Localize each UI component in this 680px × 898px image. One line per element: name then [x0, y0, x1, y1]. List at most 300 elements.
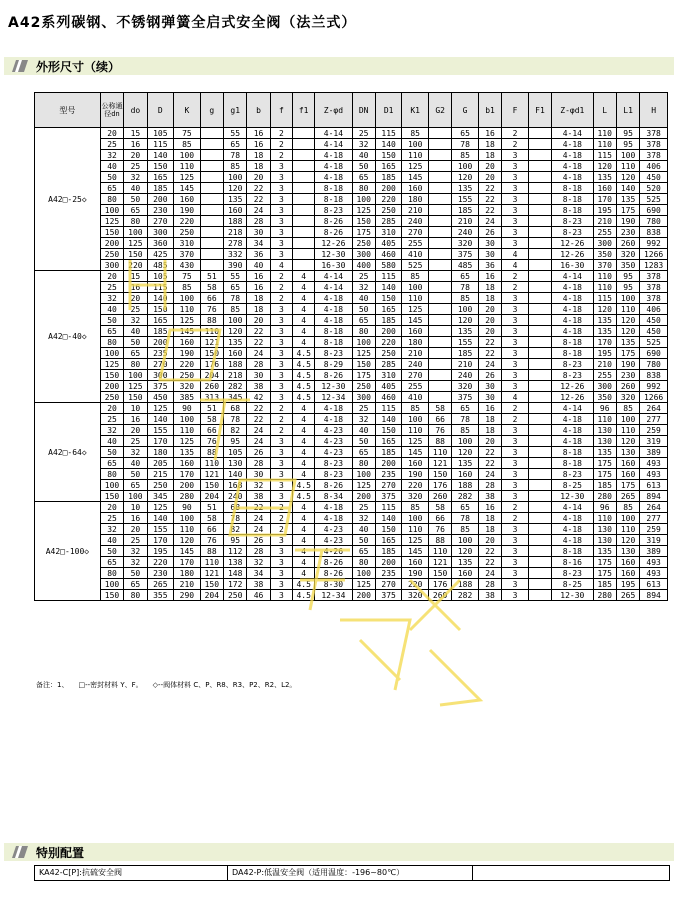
table-cell: 180	[402, 337, 429, 348]
table-cell: 520	[640, 183, 668, 194]
section-title: 特别配置	[36, 846, 85, 860]
table-cell: 320	[452, 238, 479, 249]
table-cell: 16	[247, 128, 270, 139]
table-cell: 493	[640, 557, 668, 568]
table-cell: 170	[174, 557, 201, 568]
table-cell	[428, 238, 451, 249]
table-cell: 255	[593, 227, 616, 238]
table-cell: 105	[147, 271, 174, 282]
table-row	[35, 392, 668, 403]
table-cell: 34	[247, 568, 270, 579]
table-cell: 3	[502, 194, 529, 205]
table-row	[35, 425, 668, 436]
table-cell: 100	[616, 414, 639, 425]
table-cell: 2	[502, 271, 529, 282]
table-cell: 24	[478, 568, 501, 579]
table-cell: 460	[375, 249, 402, 260]
table-cell: 3	[502, 293, 529, 304]
table-cell: 185	[375, 172, 402, 183]
table-cell: 3	[502, 238, 529, 249]
table-cell: 20	[478, 326, 501, 337]
table-cell: 2	[270, 293, 292, 304]
table-cell	[528, 183, 551, 194]
table-cell: 80	[100, 469, 123, 480]
table-cell: 90	[174, 502, 201, 513]
table-cell: 4-18	[552, 524, 593, 535]
table-cell: 16	[247, 271, 270, 282]
table-cell: 58	[200, 414, 223, 425]
table-cell: 175	[593, 469, 616, 480]
table-cell: 65	[352, 172, 375, 183]
table-cell: 95	[224, 535, 247, 546]
table-cell	[428, 205, 451, 216]
table-cell: 32	[100, 293, 123, 304]
table-cell: 175	[593, 568, 616, 579]
table-cell: 18	[478, 139, 501, 150]
table-cell: 3	[502, 491, 529, 502]
table-cell: 95	[224, 436, 247, 447]
table-cell: 150	[147, 304, 174, 315]
table-cell: 385	[174, 392, 201, 403]
table-cell: 3	[270, 161, 292, 172]
table-cell: 32	[124, 447, 147, 458]
table-cell: 78	[224, 414, 247, 425]
table-cell: 485	[147, 260, 174, 271]
table-cell: 345	[147, 491, 174, 502]
table-cell	[528, 348, 551, 359]
table-cell: 145	[402, 315, 429, 326]
table-cell: 42	[247, 392, 270, 403]
table-cell: 4	[293, 403, 315, 414]
table-cell: 8-18	[552, 458, 593, 469]
table-cell: 115	[593, 293, 616, 304]
table-cell: 4	[293, 282, 315, 293]
table-cell: 285	[375, 216, 402, 227]
table-cell: 282	[452, 590, 479, 601]
table-cell: 50	[100, 546, 123, 557]
table-cell: 16	[247, 139, 270, 150]
table-cell: 4.5	[293, 480, 315, 491]
table-cell: 120	[616, 172, 639, 183]
table-cell: 105	[147, 128, 174, 139]
table-row	[35, 150, 668, 161]
table-cell: 3	[502, 183, 529, 194]
table-cell: 65	[100, 326, 123, 337]
table-row	[35, 271, 668, 282]
table-cell: 160	[402, 326, 429, 337]
table-cell: 992	[640, 381, 668, 392]
table-cell: 40	[100, 436, 123, 447]
table-cell: 120	[593, 161, 616, 172]
table-cell: 270	[147, 359, 174, 370]
table-cell: 135	[452, 183, 479, 194]
table-cell: 220	[124, 260, 147, 271]
table-cell: 4	[293, 524, 315, 535]
table-cell: 32	[352, 513, 375, 524]
table-cell: 160	[616, 458, 639, 469]
table-cell: 4-18	[315, 161, 352, 172]
table-cell: 8-26	[315, 370, 352, 381]
table-cell: 3	[502, 447, 529, 458]
table-cell: 3	[502, 381, 529, 392]
table-cell: 160	[402, 557, 429, 568]
table-cell: 3	[502, 458, 529, 469]
table-cell: 2	[270, 150, 292, 161]
table-cell: 780	[640, 216, 668, 227]
table-cell: 170	[593, 337, 616, 348]
table-cell: 525	[402, 260, 429, 271]
table-cell: 450	[640, 326, 668, 337]
table-cell: 3	[270, 359, 292, 370]
table-cell: 65	[100, 458, 123, 469]
table-cell: 22	[247, 414, 270, 425]
table-cell: 4	[293, 271, 315, 282]
table-cell: 95	[616, 271, 639, 282]
table-cell: 140	[147, 414, 174, 425]
column-header: L	[593, 93, 616, 128]
table-cell	[293, 161, 315, 172]
table-cell: 50	[124, 469, 147, 480]
table-cell: 22	[478, 205, 501, 216]
table-cell: 160	[616, 568, 639, 579]
table-cell: 780	[640, 359, 668, 370]
table-cell: 115	[593, 150, 616, 161]
column-header: D1	[375, 93, 402, 128]
table-cell: 450	[640, 315, 668, 326]
table-cell: 18	[247, 293, 270, 304]
table-cell: 195	[593, 205, 616, 216]
table-cell: 4	[293, 502, 315, 513]
table-cell: 40	[247, 260, 270, 271]
table-cell: 30	[478, 392, 501, 403]
table-cell: 110	[593, 128, 616, 139]
table-row	[35, 348, 668, 359]
table-cell: 3	[502, 590, 529, 601]
table-cell: 175	[352, 227, 375, 238]
table-cell: 4-18	[552, 282, 593, 293]
table-cell: 85	[224, 161, 247, 172]
table-cell: 160	[402, 183, 429, 194]
table-cell: 8-23	[552, 469, 593, 480]
table-cell: 838	[640, 227, 668, 238]
footnote-prefix: 备注：1、	[36, 681, 69, 689]
table-cell: 3	[502, 304, 529, 315]
model-cell: A42□-40◇	[35, 271, 101, 403]
table-cell: 4-18	[315, 150, 352, 161]
table-cell: 110	[616, 304, 639, 315]
table-cell: 218	[224, 370, 247, 381]
table-cell: 320	[452, 381, 479, 392]
table-cell: 140	[147, 150, 174, 161]
table-cell: 3	[270, 557, 292, 568]
table-cell: 28	[247, 458, 270, 469]
table-cell: 410	[402, 249, 429, 260]
table-cell: 1283	[640, 260, 668, 271]
table-cell: 135	[452, 326, 479, 337]
table-cell: 8-23	[315, 348, 352, 359]
table-cell: 320	[174, 381, 201, 392]
table-cell: 200	[375, 326, 402, 337]
table-cell	[528, 249, 551, 260]
table-cell: 66	[200, 524, 223, 535]
table-cell: 259	[640, 425, 668, 436]
table-cell: 125	[174, 436, 201, 447]
table-cell: 160	[616, 557, 639, 568]
table-cell: 34	[247, 238, 270, 249]
table-row	[35, 502, 668, 513]
table-cell: 3	[270, 590, 292, 601]
table-cell: 4	[293, 315, 315, 326]
table-cell: 4.5	[293, 348, 315, 359]
column-header: DN	[352, 93, 375, 128]
table-cell	[528, 260, 551, 271]
table-cell: 493	[640, 469, 668, 480]
table-cell: 65	[124, 205, 147, 216]
table-cell: 160	[174, 337, 201, 348]
table-cell: 32	[124, 557, 147, 568]
table-cell: 18	[478, 513, 501, 524]
table-row	[35, 403, 668, 414]
table-row	[35, 183, 668, 194]
table-cell: 235	[375, 568, 402, 579]
table-cell	[428, 249, 451, 260]
table-cell: 58	[200, 282, 223, 293]
table-cell: 8-23	[552, 568, 593, 579]
table-cell: 25	[124, 436, 147, 447]
table-cell: 4-18	[552, 139, 593, 150]
table-cell: 8-23	[552, 359, 593, 370]
table-cell: 240	[452, 227, 479, 238]
table-cell: 3	[270, 436, 292, 447]
table-cell: 4	[293, 513, 315, 524]
table-cell: 3	[270, 304, 292, 315]
table-cell: 290	[174, 590, 201, 601]
table-cell: 80	[124, 590, 147, 601]
table-cell: 22	[478, 447, 501, 458]
table-cell: 100	[452, 436, 479, 447]
table-cell: 65	[452, 271, 479, 282]
table-cell: 65	[224, 282, 247, 293]
table-cell: 85	[402, 403, 429, 414]
table-cell: 3	[270, 172, 292, 183]
table-cell: 38	[247, 491, 270, 502]
table-cell: 195	[147, 546, 174, 557]
table-cell: 135	[452, 557, 479, 568]
table-cell: 220	[402, 480, 429, 491]
table-cell: 100	[224, 315, 247, 326]
table-cell: 22	[247, 183, 270, 194]
table-cell: 375	[452, 249, 479, 260]
table-cell: 121	[200, 337, 223, 348]
table-cell: 22	[247, 194, 270, 205]
table-cell: 175	[616, 348, 639, 359]
table-row	[35, 513, 668, 524]
table-cell: 493	[640, 458, 668, 469]
table-cell: 130	[593, 524, 616, 535]
table-cell: 110	[593, 139, 616, 150]
table-cell	[293, 183, 315, 194]
table-cell: 8-18	[552, 348, 593, 359]
table-cell: 16	[124, 139, 147, 150]
table-cell: 110	[200, 326, 223, 337]
table-cell: 4-18	[552, 414, 593, 425]
table-cell	[528, 282, 551, 293]
table-cell: 3	[502, 546, 529, 557]
table-cell: 200	[375, 183, 402, 194]
table-cell	[428, 194, 451, 205]
table-row	[35, 282, 668, 293]
table-cell	[528, 370, 551, 381]
table-cell: 110	[200, 557, 223, 568]
table-cell	[428, 282, 451, 293]
table-cell: 96	[593, 502, 616, 513]
table-cell	[428, 293, 451, 304]
table-cell: 4	[293, 304, 315, 315]
table-row	[35, 469, 668, 480]
table-cell: 135	[224, 337, 247, 348]
table-cell: 125	[352, 579, 375, 590]
dimension-table	[34, 92, 668, 601]
table-cell: 4-14	[552, 403, 593, 414]
table-cell: 525	[640, 194, 668, 205]
table-cell: 165	[375, 161, 402, 172]
table-cell: 50	[352, 304, 375, 315]
table-cell: 100	[352, 469, 375, 480]
table-row	[35, 139, 668, 150]
table-cell: 100	[124, 227, 147, 238]
table-cell: 25	[352, 403, 375, 414]
table-cell: 110	[174, 304, 201, 315]
table-cell: 370	[174, 249, 201, 260]
table-cell: 68	[224, 403, 247, 414]
table-cell: 58	[200, 513, 223, 524]
table-cell: 16-30	[315, 260, 352, 271]
table-cell: 360	[147, 238, 174, 249]
table-cell: 894	[640, 590, 668, 601]
table-cell: 150	[147, 161, 174, 172]
table-cell: 125	[174, 172, 201, 183]
table-cell	[528, 524, 551, 535]
table-cell: 230	[616, 227, 639, 238]
table-cell: 100	[100, 348, 123, 359]
table-cell: 4	[293, 469, 315, 480]
table-cell: 66	[200, 293, 223, 304]
table-cell: 38	[478, 491, 501, 502]
table-cell: 180	[147, 447, 174, 458]
table-cell: 30	[478, 381, 501, 392]
table-cell	[293, 238, 315, 249]
table-cell	[528, 568, 551, 579]
footnote-body-material: ◇--阀体材料 C、P、R8、R3、P2、R2、L2。	[152, 681, 297, 689]
table-cell: 125	[352, 348, 375, 359]
table-cell: 4-18	[552, 150, 593, 161]
table-cell: 100	[224, 172, 247, 183]
table-cell: 3	[502, 425, 529, 436]
table-cell: 100	[124, 491, 147, 502]
table-cell: 120	[452, 546, 479, 557]
table-cell: 4	[293, 293, 315, 304]
table-cell: 38	[247, 579, 270, 590]
table-cell: 115	[147, 282, 174, 293]
table-cell: 18	[478, 425, 501, 436]
table-cell: 200	[100, 238, 123, 249]
table-cell: 140	[616, 183, 639, 194]
table-cell: 76	[428, 524, 451, 535]
table-cell: 8-18	[552, 337, 593, 348]
table-cell: 200	[375, 557, 402, 568]
table-cell: 2	[270, 425, 292, 436]
table-cell: 240	[452, 370, 479, 381]
table-cell: 51	[200, 271, 223, 282]
table-cell: 2	[270, 403, 292, 414]
table-cell: 4	[293, 546, 315, 557]
table-cell	[528, 403, 551, 414]
table-cell	[428, 172, 451, 183]
table-cell: 40	[352, 425, 375, 436]
table-cell: 130	[616, 546, 639, 557]
table-cell: 185	[375, 546, 402, 557]
table-cell: 176	[200, 359, 223, 370]
table-cell: 100	[402, 282, 429, 293]
table-cell: 66	[200, 425, 223, 436]
table-cell: 80	[100, 337, 123, 348]
column-header: b	[247, 93, 270, 128]
table-cell: 150	[352, 216, 375, 227]
table-cell: 100	[616, 513, 639, 524]
table-cell: 32	[124, 172, 147, 183]
table-cell: 3	[502, 469, 529, 480]
table-cell: 24	[247, 348, 270, 359]
table-cell: 150	[375, 293, 402, 304]
section-stripe-icon	[12, 60, 28, 72]
table-cell: 277	[640, 513, 668, 524]
table-cell: 3	[270, 205, 292, 216]
table-cell: 22	[247, 326, 270, 337]
table-cell: 210	[402, 205, 429, 216]
table-cell: 85	[402, 128, 429, 139]
table-cell: 75	[174, 271, 201, 282]
table-cell: 78	[452, 282, 479, 293]
table-cell: 51	[200, 502, 223, 513]
table-cell: 24	[478, 359, 501, 370]
table-cell	[528, 425, 551, 436]
table-cell: 8-23	[552, 370, 593, 381]
table-row	[35, 337, 668, 348]
table-cell: 265	[616, 590, 639, 601]
table-cell	[200, 238, 223, 249]
table-cell	[528, 293, 551, 304]
table-cell: 32	[100, 425, 123, 436]
table-cell: 15	[124, 271, 147, 282]
table-cell: 135	[616, 337, 639, 348]
table-cell: 12-30	[315, 381, 352, 392]
table-cell: 210	[174, 579, 201, 590]
column-header: D	[147, 93, 174, 128]
table-cell: 350	[593, 249, 616, 260]
table-cell: 313	[200, 392, 223, 403]
table-cell: 8-23	[315, 205, 352, 216]
table-cell: 22	[478, 337, 501, 348]
table-cell: 280	[174, 491, 201, 502]
table-row	[35, 359, 668, 370]
table-cell: 176	[428, 579, 451, 590]
table-cell: 200	[352, 590, 375, 601]
table-cell: 22	[478, 557, 501, 568]
table-cell: 485	[452, 260, 479, 271]
table-cell: 8-18	[552, 447, 593, 458]
table-cell	[293, 172, 315, 183]
table-cell: 375	[375, 590, 402, 601]
